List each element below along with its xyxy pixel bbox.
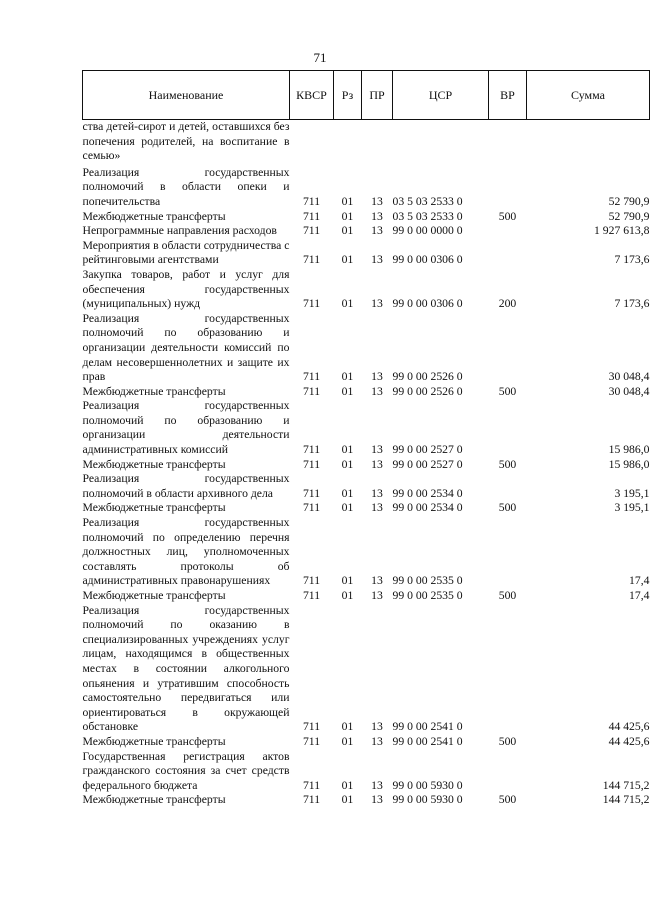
table-row: [83, 793, 650, 808]
cell-kvsr: 711: [302, 209, 321, 223]
cell-sum: 15 986,0: [608, 457, 650, 471]
cell-vr: [489, 604, 527, 735]
cell-name: Межбюджетные трансферты: [82, 734, 226, 748]
cell-csr: 99 0 00 0306 0: [392, 297, 463, 311]
cell-csr: 99 0 00 2541 0: [392, 720, 463, 734]
cell-kvsr: 711: [302, 574, 321, 588]
table-row: [83, 166, 650, 210]
cell-vr: [489, 166, 527, 210]
cell-csr: 99 0 00 2526 0: [392, 384, 463, 398]
cell-sum: 17,4: [629, 589, 650, 602]
table-row: [83, 120, 650, 164]
cell-pr: 13: [371, 384, 383, 398]
cell-name: Реализация государственных полномочий по оказанию в специализированных учреждениях услуг лицам, находящимся в общественных местах в состоянии алкогольного опьянения и утратившим способность самостоятельно передвигаться или ориентироваться в окружающей обстановке: [82, 603, 290, 734]
cell-sum: 1 927 613,8: [593, 224, 650, 238]
cell-sum: [527, 120, 650, 164]
cell-csr: 03 5 03 2533 0: [392, 194, 463, 208]
cell-rz: 01: [341, 457, 354, 471]
budget-table: [82, 70, 650, 808]
cell-vr: [489, 312, 527, 385]
cell-csr: 99 0 00 2535 0: [392, 574, 463, 588]
cell-sum: 144 715,2: [602, 778, 650, 792]
cell-kvsr: 711: [302, 443, 321, 457]
cell-vr: 500: [498, 457, 517, 471]
cell-csr: 99 0 00 2527 0: [392, 457, 463, 471]
cell-kvsr: [290, 120, 334, 164]
cell-rz: 01: [341, 253, 354, 267]
cell-pr: 13: [371, 224, 383, 238]
table-row: [83, 604, 650, 735]
cell-sum: 7 173,6: [614, 253, 650, 267]
table-row: [83, 224, 650, 239]
cell-name: Закупка товаров, работ и услуг для обеспечения государственных (муниципальных) нужд: [82, 267, 290, 311]
cell-pr: 13: [371, 778, 383, 792]
table-row: [83, 210, 650, 225]
table-body: [83, 120, 650, 808]
header-csr: ЦСР: [393, 71, 489, 120]
table-row: [83, 399, 650, 457]
cell-sum: 30 048,4: [608, 384, 650, 398]
table-header-row: [83, 71, 650, 120]
cell-rz: 01: [341, 574, 354, 588]
cell-name: Межбюджетные трансферты: [82, 457, 226, 471]
cell-pr: 13: [371, 209, 383, 223]
cell-vr: [489, 120, 527, 164]
cell-vr: [489, 239, 527, 268]
cell-csr: 03 5 03 2533 0: [392, 209, 463, 223]
cell-rz: 01: [341, 370, 354, 384]
table-row: [83, 589, 650, 604]
table-row: [83, 750, 650, 794]
cell-sum: 15 986,0: [608, 443, 650, 457]
cell-csr: [393, 120, 489, 164]
header-name: Наименование: [83, 71, 290, 120]
cell-pr: 13: [371, 457, 383, 471]
cell-rz: 01: [341, 589, 354, 602]
cell-pr: 13: [371, 253, 383, 267]
cell-sum: 44 425,6: [608, 720, 650, 734]
cell-kvsr: 711: [302, 589, 321, 602]
cell-name: Реализация государственных полномочий в области опеки и попечительства: [82, 165, 290, 208]
cell-kvsr: 711: [302, 194, 321, 208]
cell-rz: 01: [341, 209, 354, 223]
cell-name: Реализация государственных полномочий по образованию и организации деятельности комиссий по делам несовершеннолетних и защите их прав: [82, 311, 290, 384]
table-row: [83, 501, 650, 516]
cell-name: Межбюджетные трансферты: [82, 209, 226, 223]
cell-name: Межбюджетные трансферты: [82, 384, 226, 398]
table-row: [83, 268, 650, 312]
cell-vr: 500: [498, 209, 517, 223]
cell-pr: 13: [371, 589, 383, 602]
cell-csr: 99 0 00 2526 0: [392, 370, 463, 384]
header-sum: Сумма: [527, 71, 650, 120]
cell-name: Мероприятия в области сотрудничества с рейтинговыми агентствами: [82, 238, 290, 267]
cell-kvsr: 711: [302, 384, 321, 398]
cell-kvsr: 711: [302, 734, 321, 748]
cell-kvsr: 711: [302, 253, 321, 267]
cell-pr: 13: [371, 501, 383, 515]
cell-kvsr: 711: [302, 297, 321, 311]
table-row: [83, 312, 650, 385]
cell-rz: 01: [341, 297, 354, 311]
cell-kvsr: 711: [302, 720, 321, 734]
cell-kvsr: 711: [302, 457, 321, 471]
cell-kvsr: 711: [302, 370, 321, 384]
cell-csr: 99 0 00 2527 0: [392, 443, 463, 457]
table-row: [83, 458, 650, 473]
cell-rz: 01: [341, 384, 354, 398]
cell-kvsr: 711: [302, 501, 321, 515]
cell-sum: 44 425,6: [608, 734, 650, 748]
cell-vr: [489, 516, 527, 589]
cell-rz: 01: [341, 486, 354, 500]
cell-csr: 99 0 00 0000 0: [392, 224, 463, 238]
cell-name: Реализация государственных полномочий по определению перечня должностных лиц, уполномоченных составлять протоколы об административных правонарушениях: [82, 516, 290, 588]
cell-rz: 01: [341, 194, 354, 208]
header-pr: ПР: [362, 71, 393, 120]
cell-vr: 500: [498, 501, 517, 515]
cell-pr: 13: [371, 194, 383, 208]
cell-pr: 13: [371, 370, 383, 384]
cell-kvsr: 711: [302, 778, 321, 792]
cell-rz: 01: [341, 778, 354, 792]
cell-rz: 01: [341, 501, 354, 515]
cell-pr: [362, 120, 393, 164]
cell-csr: 99 0 00 5930 0: [392, 778, 463, 792]
cell-vr: 500: [498, 793, 517, 807]
cell-rz: 01: [341, 443, 354, 457]
cell-csr: 99 0 00 2541 0: [392, 734, 463, 748]
table-row: [83, 239, 650, 268]
cell-rz: [334, 120, 362, 164]
cell-rz: 01: [341, 720, 354, 734]
cell-name: Межбюджетные трансферты: [82, 589, 226, 602]
table-row: [83, 385, 650, 400]
cell-sum: 30 048,4: [608, 370, 650, 384]
cell-vr: [489, 750, 527, 794]
cell-sum: 52 790,9: [608, 194, 650, 208]
cell-sum: 17,4: [629, 574, 650, 588]
cell-name: Реализация государственных полномочий по образованию и организации деятельности административных комиссий: [82, 399, 290, 457]
cell-rz: 01: [341, 793, 354, 807]
cell-name: ства детей-сирот и детей, оставшихся без попечения родителей, на воспитание в семью»: [82, 120, 290, 163]
cell-pr: 13: [371, 297, 383, 311]
cell-rz: 01: [341, 224, 354, 238]
cell-name: Непрограммные направления расходов: [82, 224, 277, 238]
cell-sum: 3 195,1: [614, 501, 650, 515]
table-row: [83, 516, 650, 589]
table-row: [83, 735, 650, 750]
cell-vr: 500: [498, 589, 517, 602]
table-row: [83, 472, 650, 501]
header-vr: ВР: [489, 71, 527, 120]
cell-name: Межбюджетные трансферты: [82, 501, 226, 515]
cell-csr: 99 0 00 2535 0: [392, 589, 463, 602]
page-number: 71: [313, 50, 327, 65]
cell-pr: 13: [371, 443, 383, 457]
cell-sum: 144 715,2: [602, 793, 650, 807]
cell-vr: 200: [498, 297, 517, 311]
cell-kvsr: 711: [302, 486, 321, 500]
cell-vr: 500: [498, 734, 517, 748]
cell-pr: 13: [371, 793, 383, 807]
cell-vr: 500: [498, 384, 517, 398]
header-kvsr: КВСР: [290, 71, 334, 120]
cell-pr: 13: [371, 574, 383, 588]
cell-csr: 99 0 00 2534 0: [392, 486, 463, 500]
cell-sum: 7 173,6: [614, 297, 650, 311]
cell-sum: 52 790,9: [608, 209, 650, 223]
cell-name: Межбюджетные трансферты: [82, 793, 226, 807]
cell-kvsr: 711: [302, 224, 321, 238]
cell-pr: 13: [371, 720, 383, 734]
cell-pr: 13: [371, 734, 383, 748]
cell-csr: 99 0 00 2534 0: [392, 501, 463, 515]
cell-name: Государственная регистрация актов гражданского состояния за счет средств федерального бюджета: [82, 749, 290, 792]
cell-pr: 13: [371, 486, 383, 500]
cell-csr: 99 0 00 5930 0: [392, 793, 463, 807]
cell-rz: 01: [341, 734, 354, 748]
cell-vr: [489, 472, 527, 501]
cell-name: Реализация государственных полномочий в области архивного дела: [82, 472, 290, 500]
cell-kvsr: 711: [302, 793, 321, 807]
cell-vr: [489, 399, 527, 457]
cell-vr: [489, 224, 527, 239]
cell-csr: 99 0 00 0306 0: [392, 253, 463, 267]
header-rz: Рз: [334, 71, 362, 120]
cell-sum: 3 195,1: [614, 486, 650, 500]
